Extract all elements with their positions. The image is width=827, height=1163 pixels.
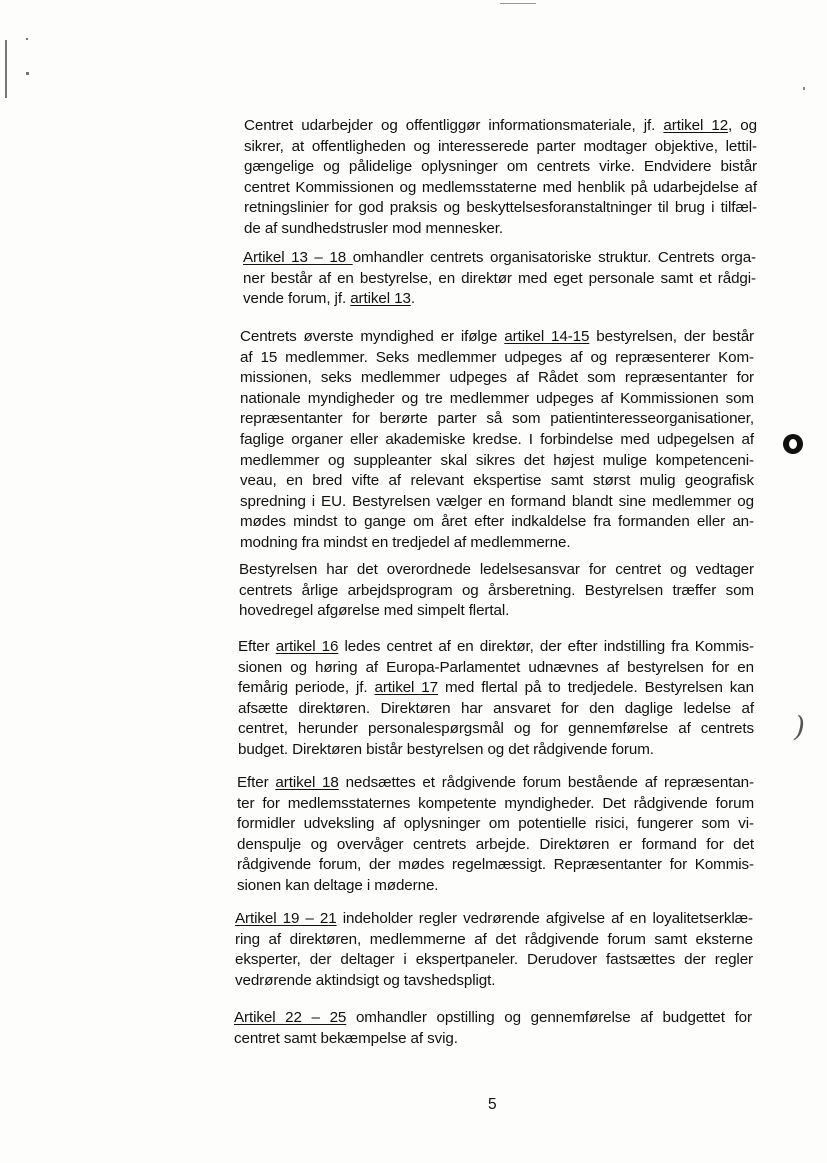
text-segment: Bestyrelsen har det overordnede ledelsesansvar for centret og vedtager	[239, 561, 754, 578]
text-segment: budget. Direktøren bistår bestyrelsen og det rådgivende forum.	[238, 740, 654, 758]
text-segment: Centrets øverste myndighed er ifølge	[240, 328, 505, 345]
text-segment: sionen og høring af Europa-Parlamentet udnævnes af bestyrelsen for en	[238, 658, 754, 676]
article-reference: artikel 14-15	[504, 328, 590, 345]
text-line	[244, 198, 757, 219]
text-segment: formidler udveksling af oplysninger om potentielle risici, fungerer som vi-	[237, 815, 754, 833]
paragraph-organisation	[243, 248, 756, 310]
text-segment: de af sundhedstrusler mod mennesker.	[244, 219, 503, 237]
text-line	[240, 327, 754, 348]
text-segment: ring af direktøren, medlemmerne af det rådgivende forum samt eksterne	[235, 930, 753, 948]
text-segment: femårig periode, jf.	[238, 679, 375, 697]
text-segment: afsætte direktøren. Direktøren har ansvaret for den daglige ledelse af	[238, 699, 754, 717]
text-segment: mødes mindst to gange om året efter indkaldelse fra formanden eller an-	[240, 513, 754, 531]
text-line	[239, 581, 754, 602]
paragraph-declaration	[235, 909, 753, 991]
text-segment: centret, herunder personalespørgsmål og for gennemførelse af centrets	[238, 720, 754, 738]
text-line	[237, 794, 754, 815]
text-segment: repræsentanter for berørte parter så som patientinteresseorganisationer,	[240, 410, 754, 428]
article-reference: artikel 13	[350, 290, 411, 308]
text-segment: ner består af en bestyrelse, en direktør med eget personale samt et rådgi-	[243, 269, 756, 287]
text-segment: medlemmer og suppleanter skal sikres det højest mulige kompetenceni-	[240, 451, 754, 469]
punch-hole-icon	[782, 433, 804, 455]
text-line	[238, 740, 754, 761]
article-reference: Artikel 22 – 25	[234, 1009, 347, 1026]
text-segment: hovedregel afgørelse med simpelt flertal.	[239, 602, 510, 620]
paragraph-board-responsibility	[239, 560, 754, 622]
scan-mark	[5, 40, 7, 98]
text-segment: rådgivende forum, der mødes regelmæssigt. Repræsentanter for Kommis-	[237, 856, 754, 874]
scan-mark	[26, 38, 28, 40]
text-line	[240, 348, 754, 369]
text-segment: Efter	[238, 638, 276, 655]
text-segment: centret samt bekæmpelse af svig.	[234, 1029, 458, 1047]
text-line	[235, 930, 753, 951]
text-segment: centrets årlige arbejdsprogram og årsberetning. Bestyrelsen træffer som	[239, 581, 754, 599]
text-segment: retningslinier for god praksis og beskyttelsesforanstaltninger til brug i tilfæl-	[244, 199, 757, 217]
text-segment: ledes centret af en direktør, der efter indstilling fra Kommis-	[338, 638, 754, 655]
text-line	[240, 512, 754, 533]
text-line	[235, 971, 753, 992]
text-segment: Centret udarbejder og offentliggør informationsmateriale, jf.	[244, 117, 664, 134]
paragraph-advisory-forum	[237, 773, 754, 897]
text-line	[240, 451, 754, 472]
text-segment: omhandler opstilling og gennemførelse af budgettet for	[346, 1009, 752, 1026]
text-segment: sionen kan deltage i møderne.	[237, 876, 439, 894]
text-segment: vende forum, jf.	[243, 290, 351, 308]
text-segment: .	[410, 290, 415, 308]
text-segment: omhandler centrets organisatoriske struktur. Centrets orga-	[352, 249, 756, 266]
text-line	[243, 248, 756, 269]
text-line	[240, 533, 754, 554]
text-line	[238, 658, 754, 679]
text-line	[244, 137, 757, 158]
text-segment: bestyrelsen, der består	[589, 328, 754, 345]
paragraph-director	[238, 637, 754, 761]
article-reference: Artikel 13 – 18	[243, 249, 353, 266]
text-segment: veau, en bred vifte af relevant ekspertise samt størst mulig geografisk	[240, 472, 754, 490]
text-line	[240, 430, 754, 451]
article-reference: artikel 17	[374, 679, 438, 697]
text-line	[237, 814, 754, 835]
article-reference: artikel 12	[663, 117, 729, 134]
text-line	[240, 492, 754, 513]
text-line	[235, 950, 753, 971]
text-line	[243, 269, 756, 290]
scan-mark	[500, 3, 536, 4]
article-reference: artikel 18	[275, 774, 339, 791]
text-line	[237, 855, 754, 876]
text-line	[239, 601, 754, 622]
scan-mark	[26, 72, 29, 75]
text-segment: faglige organer eller akademiske kredse. I forbindelse med udpegelsen af	[240, 430, 754, 448]
text-segment: eksperter, der deltager i ekspertpaneler. Derudover fastsættes der regler	[235, 951, 753, 969]
text-segment: af 15 medlemmer. Seks medlemmer udpeges af og repræsenterer Kom-	[240, 348, 754, 366]
text-line	[234, 1029, 752, 1050]
text-line	[240, 368, 754, 389]
text-line	[238, 719, 754, 740]
paragraph-info-material	[244, 116, 757, 240]
text-line	[244, 178, 757, 199]
text-segment: Efter	[237, 774, 276, 791]
text-line	[235, 909, 753, 930]
text-segment: nationale myndigheder og tre medlemmer udpeges af Kommissionen som	[240, 389, 754, 407]
text-line	[240, 409, 754, 430]
scan-mark: )	[794, 710, 805, 743]
text-segment: med flertal på to tredjedele. Bestyrelsen kan	[438, 679, 754, 697]
text-segment: denspulje og overvåger centrets arbejde. Direktøren er formand for det	[237, 835, 754, 853]
text-segment: missionen, seks medlemmer udpeges af Rådet som repræsentanter for	[240, 369, 754, 387]
text-segment: indeholder regler vedrørende afgivelse af en loyalitetserklæ-	[336, 910, 753, 927]
text-segment: , og	[728, 117, 757, 134]
text-segment: modning fra mindst en tredjedel af medlemmerne.	[240, 533, 571, 551]
text-line	[240, 471, 754, 492]
text-line	[237, 773, 754, 794]
text-line	[237, 835, 754, 856]
article-reference: Artikel 19 – 21	[235, 910, 337, 927]
text-line	[234, 1008, 752, 1029]
article-reference: artikel 16	[275, 638, 339, 655]
text-segment: centret Kommissionen og medlemsstaterne med henblik på udarbejdelse af	[244, 178, 757, 196]
text-line	[244, 219, 757, 240]
text-line	[239, 560, 754, 581]
text-segment: nedsættes et rådgivende forum bestående af repræsentan-	[338, 774, 754, 791]
text-line	[238, 637, 754, 658]
scan-mark	[803, 87, 805, 90]
paragraph-board-composition	[240, 327, 754, 554]
text-line	[238, 699, 754, 720]
text-line	[243, 289, 756, 310]
text-line	[240, 389, 754, 410]
text-segment: vedrørende aktindsigt og tavshedspligt.	[235, 971, 496, 989]
text-line	[244, 157, 757, 178]
text-segment: sikrer, at offentligheden og interesserede parter modtager objektive, lettil-	[244, 137, 757, 155]
text-line	[238, 678, 754, 699]
page-number: 5	[488, 1096, 497, 1113]
text-segment: gængelige og pålidelige oplysninger om centrets virke. Endvidere bistår	[244, 158, 757, 176]
text-segment: spredning i EU. Bestyrelsen vælger en formand blandt sine medlemmer og	[240, 492, 754, 510]
text-segment: ter for medlemsstaternes kompetente myndigheder. Det rådgivende forum	[237, 794, 754, 812]
text-line	[237, 876, 754, 897]
paragraph-budget	[234, 1008, 752, 1049]
text-line	[244, 116, 757, 137]
